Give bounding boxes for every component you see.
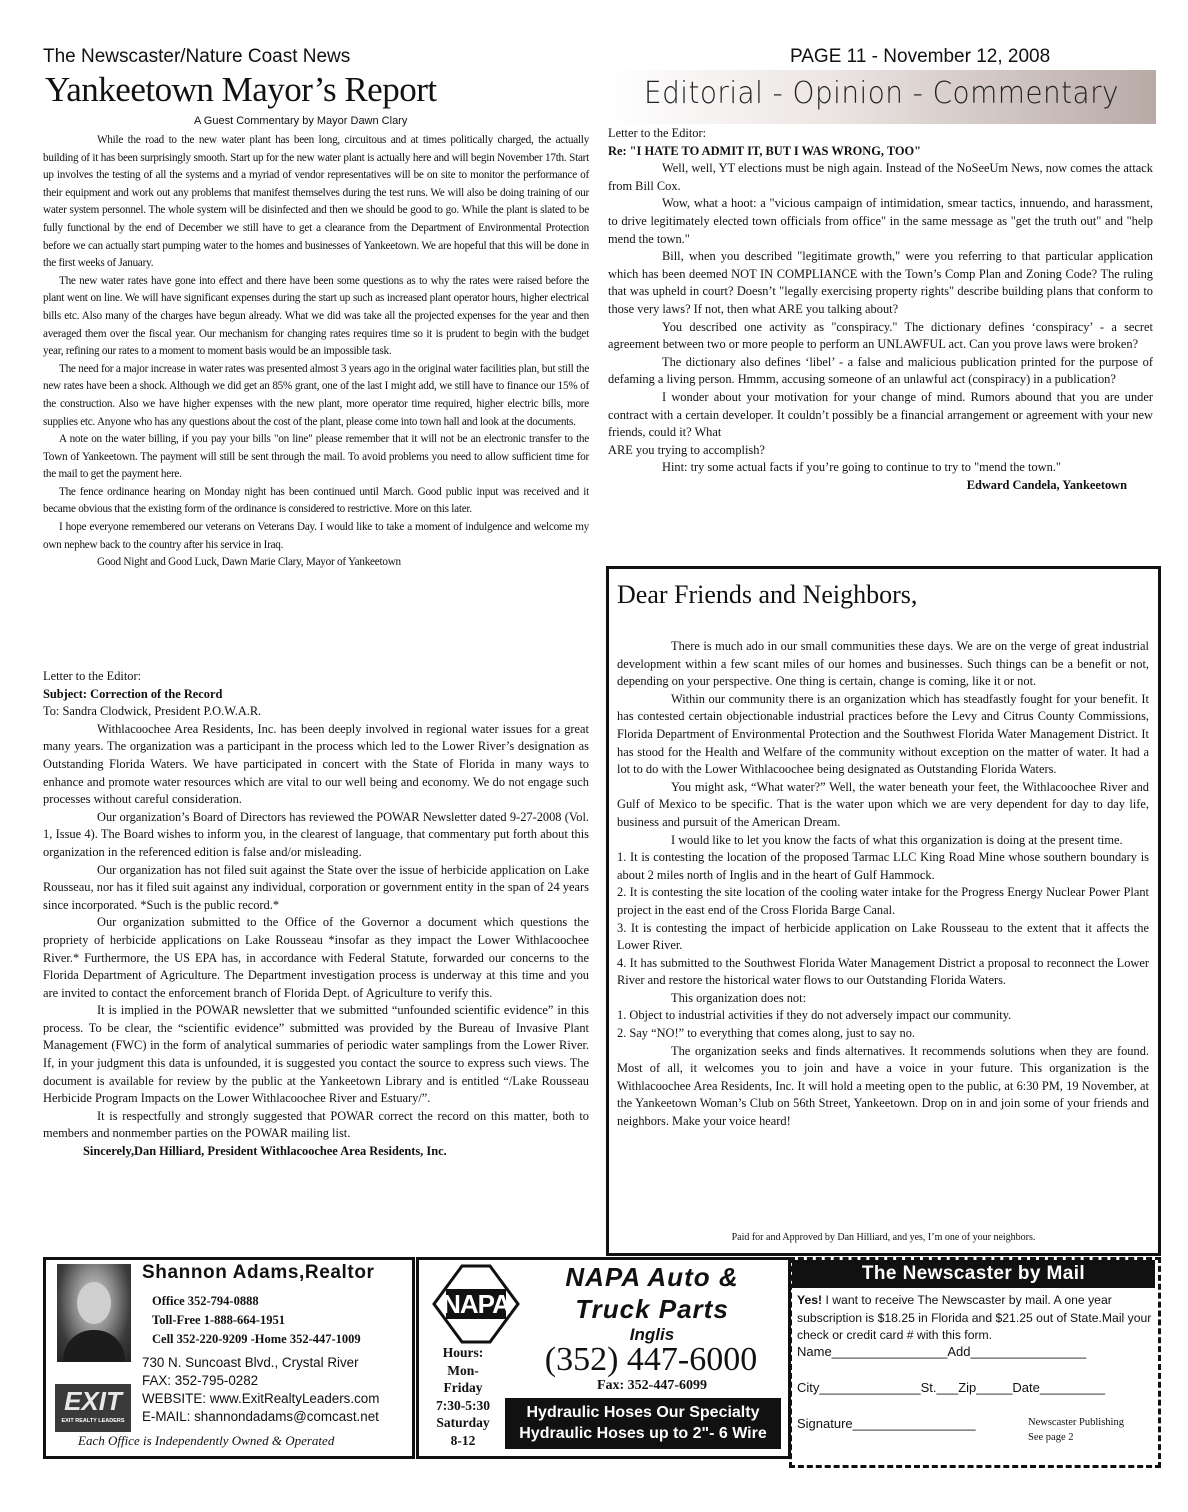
list-item: 2. Say “NO!” to everything that comes along, just to say no. — [617, 1026, 916, 1041]
mail-city-field[interactable]: City______________St.___Zip_____Date_________ — [797, 1380, 1105, 1395]
realtor-address: 730 N. Suncoast Blvd., Crystal River — [142, 1355, 359, 1370]
mail-name-field[interactable]: Name________________Add________________ — [797, 1344, 1087, 1359]
napa-banner — [505, 1398, 781, 1449]
editorial-signature: Edward Candela, Yankeetown — [966, 477, 1127, 492]
napa-title-1: NAPA Auto & — [565, 1262, 739, 1292]
realtor-website: WEBSITE: www.ExitRealtyLeaders.com — [142, 1391, 380, 1406]
mayor-signoff: Good Night and Good Luck, Dawn Marie Clary, Mayor of Yankeetown — [97, 556, 401, 569]
realtor-phones — [152, 1292, 361, 1349]
letter-signature: Sincerely,Dan Hilliard, President Withlacoochee Area Residents, Inc. — [83, 1144, 447, 1159]
napa-fax: Fax: 352-447-6099 — [596, 1378, 708, 1393]
dear-friends-body — [617, 638, 1149, 1131]
realtor-tollfree-phone: Toll-Free 1-888-664-1951 — [152, 1313, 285, 1327]
editorial-line: ARE you trying to accomplish? — [608, 442, 765, 457]
editorial-subject: Re: "I HATE TO ADMIT IT, BUT I WAS WRONG, TOO" — [608, 143, 922, 158]
letter-paragraph: Our organization’s Board of Directors has reviewed the POWAR Newsletter dated 9-27-2008 (Vol. 1, Issue 4). The Board wishes to inform you, in the clearest of language, that commentary put forth about this organization in the referenced edition is false and/or misleading. — [43, 809, 589, 859]
napa-hours-line: Hours: — [442, 1345, 484, 1360]
page-info: PAGE 11 - November 12, 2008 — [790, 46, 1051, 67]
napa-logo — [432, 1264, 520, 1344]
napa-hours-line: Mon- — [447, 1362, 479, 1378]
dear-friends-paragraph: Within our community there is an organization which has steadfastly fought for your benefit. It has contested certain objectionable industrial practices before the Levy and Citrus County Commissions, Florida Department of Environmental Protection and the Southwest Florida Water Management District. It has stood for the Health and Welfare of the community without exception on the matter of water. It had a lot to do with the Lower Withlacoochee being designated as Outstanding Florida Waters. — [617, 691, 1149, 777]
napa-hours — [424, 1344, 502, 1449]
napa-hours-line: 7:30-5:30 — [436, 1397, 490, 1413]
mayor-paragraph: The fence ordinance hearing on Monday night has been continued until March. Good public input was received and it became obvious that the existing form of the ordinance is considered to restrictive. More on this later. — [43, 485, 589, 516]
mayor-report-body — [43, 132, 589, 572]
napa-town: Inglis — [629, 1325, 675, 1344]
editorial-paragraph: Well, well, YT elections must be nigh again. Instead of the NoSeeUm News, now comes the attack from Bill Cox. — [608, 161, 1153, 193]
mail-publisher-ref: See page 2 — [1028, 1432, 1074, 1443]
list-item: 3. It is contesting the impact of herbicide application on Lake Rousseau to the extent that it affects the Lower River. — [617, 920, 1149, 953]
mayor-report-byline: A Guest Commentary by Mayor Dawn Clary — [194, 115, 408, 127]
letter-correction — [43, 668, 589, 1161]
napa-hours-line: Friday — [443, 1380, 483, 1395]
realtor-office-phone: Office 352-794-0888 — [152, 1294, 259, 1308]
realtor-footer: Each Office is Independently Owned & Operated — [78, 1433, 335, 1448]
publication-name: The Newscaster/Nature Coast News — [43, 46, 351, 67]
editorial-paragraph: The dictionary also defines ‘libel’ - a false and malicious publication printed for the purpose of defaming a living person. Hmmm, accusing someone of an unlawful act (conspiracy) in a publication? — [608, 354, 1153, 387]
napa-hours-line: 8-12 — [450, 1432, 476, 1448]
mail-ad-title: The Newscaster by Mail — [861, 1263, 1086, 1284]
realtor-name: Shannon Adams,Realtor — [142, 1262, 375, 1283]
editorial-paragraph: I wonder about your motivation for your change of mind. Rumors abound that you are under contract with a certain developer. It couldn’t possibly be a financial arrangement or agreement with your new friends, could it? What — [608, 389, 1153, 440]
editorial-paragraph: Wow, what a hoot: a "vicious campaign of intimidation, smear tactics, innuendo, and harassment, to drive legitimately elected town officials from office" in the same message as "get the truth out" and "help mend the town." — [608, 196, 1153, 246]
napa-title-2: Truck Parts — [575, 1294, 729, 1324]
realtor-photo-shoulders — [63, 1330, 125, 1362]
realtor-fax: FAX: 352-795-0282 — [142, 1373, 259, 1388]
realtor-cell-phone: Cell 352-220-9209 -Home 352-447-1009 — [152, 1332, 361, 1346]
editorial-banner-title: Editorial - Opinion - Commentary — [643, 76, 1120, 111]
letter-paragraph: Our organization submitted to the Office of the Governor a document which questions the propriety of herbicide applications on Lake Rousseau *insofar as they impact the Lower Withlacoochee River.* Furthermore, the US EPA has, in accordance with Federal Statute, forwarded our concerns to the Florida Department of Agriculture. The Department investigation process is underway at this time and you are invited to contact the enforcement branch of Florida Dept. of Agriculture to verify this. — [43, 915, 589, 1000]
dear-friends-paragraph: The organization seeks and finds alternatives. It recommends solutions when they are found. Most of all, it welcomes you to join and have a voice in your future. This organization is the Withlacoochee Area Residents, Inc. It will hold a meeting open to the public, at 6:30 PM, 19 November, at the Yankeetown Woman’s Club on 56th Street, Yankeetown. Drop on in and join some of your friends and neighbors. Make your voice heard! — [617, 1043, 1149, 1129]
dear-friends-title: Dear Friends and Neighbors, — [617, 580, 918, 609]
mail-publisher — [1028, 1415, 1124, 1445]
mail-ad-yes: Yes! — [797, 1293, 823, 1307]
editorial-intro: Letter to the Editor: — [608, 126, 707, 140]
mail-ad-text: I want to receive The Newscaster by mail. A one year subscription is $18.25 in Florida and $21.25 out of State.Mail your check or credit card # with this form. — [797, 1293, 1152, 1342]
realtor-contact — [142, 1354, 379, 1426]
list-item: 1. It is contesting the location of the proposed Tarmac LLC King Road Mine whose southern boundary is about 2 miles north of Inglis and in the heart of Gulf Hammock. — [617, 850, 1149, 882]
editorial-hint: Hint: try some actual facts if you’re going to continue to try to "mend the town." — [662, 460, 1061, 475]
editorial-letter — [608, 125, 1153, 494]
napa-hours-line: Saturday — [436, 1415, 490, 1430]
dear-friends-paid-note: Paid for and Approved by Dan Hilliard, and yes, I’m one of your neighbors. — [731, 1232, 1036, 1243]
letter-paragraph: Withlacoochee Area Residents, Inc. has been deeply involved in regional water issues for a great many years. The organization was a participant in the process which led to the Lower River’s designation as Outstanding Florida Waters. We have participated in concert with the State of Florida in many ways to enhance and promote water resources which are vital to our well being and economy. We do not engage such processes without careful consideration. — [43, 721, 589, 807]
exit-logo-text: EXIT — [64, 1386, 122, 1416]
mail-signature-field[interactable]: Signature_________________ — [797, 1416, 976, 1431]
list-item: 4. It has submitted to the Southwest Florida Water Management District a proposal to reconnect the Lower River and restore the historical water flows to our Outstanding Florida Waters. — [617, 955, 1149, 988]
letter-subject: Subject: Correction of the Record — [43, 686, 223, 701]
napa-banner-line-1: Hydraulic Hoses Our Specialty — [526, 1404, 760, 1421]
letter-intro: Letter to the Editor: — [43, 669, 142, 683]
mail-ad-body — [797, 1292, 1153, 1345]
exit-logo-sub: EXIT REALTY LEADERS — [61, 1418, 125, 1424]
editorial-paragraph: Bill, when you described "legitimate growth," were you referring to that particular application which has been deemed NOT IN COMPLIANCE with the Town’s Comp Plan and Zoning Code? The ruling that was upheld in court? Doesn’t "legally exercising property rights" describe building plans that conform to those very laws? If not, then what ARE you talking about? — [608, 249, 1153, 316]
mayor-paragraph: I hope everyone remembered our veterans on Veterans Day. I would like to take a moment of indulgence and welcome my own nephew back to the country after his service in Iraq. — [43, 521, 589, 551]
letter-paragraph: It is respectfully and strongly suggested that POWAR correct the record on this matter, both to members and nonmember parties on the POWAR mailing list. — [43, 1108, 589, 1141]
letter-recipient: To: Sandra Clodwick, President P.O.W.A.R. — [43, 704, 262, 719]
mayor-report-title: Yankeetown Mayor’s Report — [45, 70, 437, 109]
mayor-paragraph: The need for a major increase in water rates was presented almost 3 years ago in the original water facilities plan, but still the new rates have been a shock. Although we did get an 85% grant, one of the last I might add, we still have to finance our 15% of the construction. Also we have higher expenses with the new plant, more operator time required, higher electric bills, more supplies etc. Anyone who has any questions about the cost of the plant, please come into town hall and look at the documents. — [43, 362, 589, 428]
dear-friends-paragraph: You might ask, “What water?” Well, the water beneath your feet, the Withlacoochee River and Gulf of Mexico to be specific. That is the water upon which we are very dependent for day to day life, business and pursuit of the American Dream. — [617, 779, 1149, 829]
letter-paragraph: It is implied in the POWAR newsletter that we submitted “unfounded scientific evidence” in this process. To be clear, the “scientific evidence” submitted was provided by the Bureau of Invasive Plant Management (FWC) in the form of analytical summaries of periodic water samplings from the Lower River. If, in your judgment this data is unfounded, it is suggested you contact the source to express such views. The document is available for review by the public at the Yankeetown Library and is entitled “/Lake Rousseau Herbicide Program Impacts on the Lower Withlacoochee River and Estuary/”. — [43, 1003, 589, 1106]
mayor-paragraph: A note on the water billing, if you pay your bills "on line" please remember that it will not be an electronic transfer to the Town of Yankeetown. The payment will still be sent through the mail. To avoid problems you need to allow sufficient time for the mail to get the payment here. — [43, 433, 589, 481]
dear-friends-does-not: This organization does not: — [671, 990, 807, 1005]
realtor-photo — [57, 1264, 131, 1362]
dear-friends-paragraph: There is much ado in our small communities these days. We are on the verge of great industrial development within a few scant miles of our homes and businesses. Such things can be a benefit or not, depending on your perspective. One thing is certain, change is coming, like it or not. — [617, 639, 1149, 689]
mayor-paragraph: While the road to the new water plant has been long, circuitous and at times politically charged, the actually building of it has been surprisingly smooth. Start up for the new water plant is actually here and will begin November 17th. Start up involves the testing of all the systems and a myriad of vendor representatives will be on site to monitor the performance of their equipment and work out any problems that manifest themselves during the test runs. We will also be doing training of our water system personnel. The whole system will be disinfected and then we should be good to go. While the plant is slated to be fully functional by the end of December we still have to get a clearance from the Department of Environmental Protection before we can actually start pumping water to the homes and businesses of Yankeetown. We are hopeful that this will be done in the first weeks of January. — [43, 134, 589, 270]
exit-logo — [55, 1384, 131, 1432]
list-item: 1. Object to industrial activities if they do not adversely impact our community. — [617, 1008, 1012, 1023]
list-item: 2. It is contesting the site location of the cooling water intake for the Progress Energy Nuclear Power Plant project in the east end of the Cross Florida Barge Canal. — [617, 885, 1149, 917]
editorial-banner — [607, 70, 1156, 124]
realtor-email: E-MAIL: shannondadams@comcast.net — [142, 1409, 379, 1424]
mail-publisher-name: Newscaster Publishing — [1028, 1417, 1124, 1428]
editorial-paragraph: You described one activity as "conspiracy." The dictionary defines ‘conspiracy’ - a secret agreement between two or more people to perform an UNLAWFUL act. Can you prove laws were broken? — [608, 319, 1153, 352]
napa-banner-line-2: Hydraulic Hoses up to 2"- 6 Wire — [519, 1425, 767, 1442]
letter-paragraph: Our organization has not filed suit against the State over the issue of herbicide application on Lake Rousseau, nor has it filed suit against any individual, corporation or government entity in the span of 24 years since incorporated. *Such is the public record.* — [43, 862, 589, 912]
napa-phone: (352) 447-6000 — [544, 1341, 758, 1378]
napa-logo-text: NAPA — [442, 1289, 510, 1319]
mayor-paragraph: The new water rates have gone into effect and there have been some questions as to why the rates were raised before the plant went on line. We will have significant expenses during the start up such as increased plant operator hours, higher electrical bills etc. Also many of the charges have begun already. What we did was take all the projected expenses for the year and then averaged them over the fiscal year. Our mechanism for changing rates requires time so it is prudent to begin with the budget year, refining our rates to a moment to moment basis would be an impossible task. — [43, 274, 589, 358]
dear-friends-paragraph: I would like to let you know the facts of what this organization is doing at the present time. — [671, 832, 1123, 847]
realtor-photo-face — [77, 1282, 111, 1324]
mail-ad-header — [792, 1260, 1155, 1288]
